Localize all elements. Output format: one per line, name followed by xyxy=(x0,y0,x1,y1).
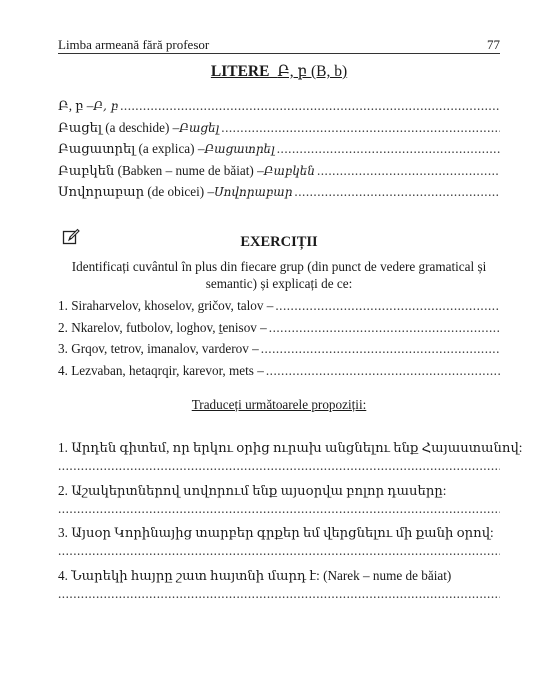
dotted-answer-line xyxy=(277,141,500,157)
exercises-title: EXERCIȚII xyxy=(240,234,318,250)
sentence-text: 2. Աշակերտներով սովորում ենք այսօրվա բոլոր դասերը: xyxy=(58,482,447,498)
exercise-item xyxy=(58,320,500,342)
dotted-answer-line xyxy=(58,501,500,517)
dotted-answer-line xyxy=(58,586,500,602)
letter-line xyxy=(58,184,500,206)
exercises-instruction xyxy=(58,258,500,292)
translation-list xyxy=(58,440,523,610)
translation-item xyxy=(58,440,523,483)
letter-line-text: Բացել (a deschide) – xyxy=(58,119,180,135)
letter-line-text: Բ, բ – xyxy=(58,98,94,113)
letter-line xyxy=(58,98,500,120)
letter-line xyxy=(58,120,500,142)
sentence-text: 1. Արդեն գիտեմ, որ երկու օրից ուրախ անցնելու ենք Հայաստանով: xyxy=(58,440,523,455)
page-number: 77 xyxy=(487,37,500,52)
handwritten-example: Բաբկեն xyxy=(263,163,315,178)
letter-line-text: Բացատրել (a explica) – xyxy=(58,141,205,156)
exercise-item xyxy=(58,298,500,320)
dotted-answer-line xyxy=(261,341,500,357)
exercise-item-text: 1. Siraharvelov, khoselov, gričov, talov – xyxy=(58,298,274,313)
running-header xyxy=(58,35,500,53)
translate-title: Traduceți următoarele propoziții: xyxy=(191,397,367,412)
letter-line xyxy=(58,141,500,163)
dotted-answer-line xyxy=(266,363,500,379)
dotted-answer-line xyxy=(221,120,500,136)
exercise-list xyxy=(58,298,500,384)
handwritten-example: Բացել xyxy=(179,120,220,135)
dotted-answer-line xyxy=(120,98,500,114)
section-title-prefix: LITERE xyxy=(210,63,270,80)
translation-item xyxy=(58,525,500,568)
letter-practice-list xyxy=(58,98,500,206)
instruction-line: semantic) și explicați de ce: xyxy=(205,276,353,291)
exercise-item xyxy=(58,363,500,385)
dotted-answer-line xyxy=(269,320,500,336)
exercise-item xyxy=(58,341,500,363)
header-rule xyxy=(58,53,500,54)
dotted-answer-line xyxy=(294,184,500,200)
sentence-text: 3. Այսօր Կորինայից տարբեր գրքեր եմ վերցնելու մի քանի օրով: xyxy=(58,525,494,540)
handwritten-example: Բացատրել xyxy=(204,142,275,156)
translation-item xyxy=(58,483,500,526)
dotted-answer-line xyxy=(58,543,500,559)
sentence-text: 4. Նարեկի հայրը շատ հայտնի մարդ է: (Narek – nume de băiat) xyxy=(58,567,452,583)
exercise-item-text: 4. Lezvaban, hetaqrqir, karevor, mets – xyxy=(58,362,264,378)
translation-item xyxy=(58,568,500,611)
handwritten-example: Բ, բ xyxy=(93,99,119,113)
letter-line-text: Բաբկեն (Babken – nume de băiat) – xyxy=(58,162,264,178)
handwritten-example: Սովորաբար xyxy=(214,185,293,199)
section-title-letters: Բ, բ (B, b) xyxy=(277,63,348,80)
letter-line-text: Սովորաբար (de obicei) – xyxy=(58,184,215,199)
dotted-answer-line xyxy=(317,163,500,179)
book-title: Limba armeană fără profesor xyxy=(58,37,210,52)
section-title xyxy=(58,62,500,81)
dotted-answer-line xyxy=(58,458,500,474)
dotted-answer-line xyxy=(275,298,500,314)
exercise-item-text: 3. Grqov, tetrov, imanalov, varderov – xyxy=(58,341,259,356)
instruction-line: Identificați cuvântul în plus din fiecare grup (din punct de vedere gramatical și xyxy=(71,259,487,274)
letter-line xyxy=(58,163,500,185)
exercise-item-text: 2. Nkarelov, futbolov, loghov, ṯenisov – xyxy=(58,319,267,335)
book-page xyxy=(58,0,523,700)
